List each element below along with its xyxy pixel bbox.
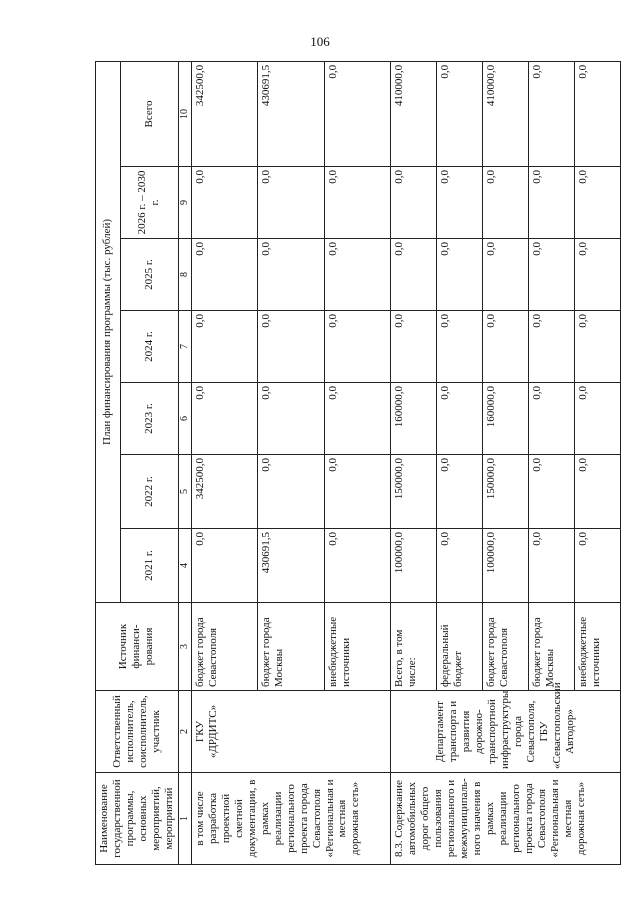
- total-cell: 0,0: [574, 61, 620, 166]
- value-cell: 150000,0: [483, 455, 529, 529]
- value-cell: 0,0: [483, 311, 529, 383]
- value-cell: 0,0: [483, 167, 529, 239]
- column-number: 8: [178, 239, 191, 311]
- value-cell: 100000,0: [391, 529, 437, 603]
- value-cell: 0,0: [324, 239, 391, 311]
- value-cell: 0,0: [437, 239, 483, 311]
- value-cell: 0,0: [529, 167, 575, 239]
- source-cell: внебюджетные источники: [324, 603, 391, 691]
- total-cell: 0,0: [324, 61, 391, 166]
- value-cell: 150000,0: [391, 455, 437, 529]
- value-cell: 0,0: [529, 311, 575, 383]
- header-total: Всего: [120, 61, 178, 166]
- value-cell: 0,0: [529, 239, 575, 311]
- value-cell: 0,0: [574, 383, 620, 455]
- column-number: 7: [178, 311, 191, 383]
- value-cell: 160000,0: [483, 383, 529, 455]
- value-cell: 0,0: [574, 239, 620, 311]
- header-year: 2026 г. – 2030 г.: [120, 167, 178, 239]
- total-cell: 430691,5: [258, 61, 325, 166]
- source-cell: бюджет города Севастополя: [191, 603, 258, 691]
- value-cell: 0,0: [391, 239, 437, 311]
- column-number: 5: [178, 455, 191, 529]
- value-cell: 0,0: [437, 455, 483, 529]
- value-cell: 0,0: [324, 529, 391, 603]
- total-cell: 342500,0: [191, 61, 258, 166]
- header-year: 2022 г.: [120, 455, 178, 529]
- value-cell: 0,0: [391, 167, 437, 239]
- value-cell: 0,0: [258, 239, 325, 311]
- header-year: 2025 г.: [120, 239, 178, 311]
- value-cell: 0,0: [258, 311, 325, 383]
- source-cell: бюджет города Севастополя: [483, 603, 529, 691]
- value-cell: 160000,0: [391, 383, 437, 455]
- source-cell: внебюджетные источники: [574, 603, 620, 691]
- source-cell: Всего, в том числе:: [391, 603, 437, 691]
- value-cell: 0,0: [437, 311, 483, 383]
- value-cell: 0,0: [191, 239, 258, 311]
- header-year: 2023 г.: [120, 383, 178, 455]
- source-cell: бюджет города Москвы: [529, 603, 575, 691]
- value-cell: 100000,0: [483, 529, 529, 603]
- value-cell: 0,0: [324, 383, 391, 455]
- value-cell: 0,0: [324, 455, 391, 529]
- value-cell: 0,0: [574, 311, 620, 383]
- executor-cell: ГКУ «ДРДИТС»: [191, 691, 391, 773]
- value-cell: 0,0: [529, 383, 575, 455]
- header-plan: План финансирования программы (тыс. рублей): [96, 61, 121, 602]
- value-cell: 0,0: [574, 455, 620, 529]
- total-cell: 0,0: [529, 61, 575, 166]
- column-number: 9: [178, 167, 191, 239]
- value-cell: 0,0: [483, 239, 529, 311]
- value-cell: 0,0: [529, 529, 575, 603]
- value-cell: 0,0: [191, 311, 258, 383]
- executor-cell: Департамент транспорта и развития дорожно-транспортной инфраструктуры города Севастополя, ГБУ «Севастопольский Автодор»: [391, 691, 620, 773]
- header-row-1: [96, 61, 121, 864]
- table-row: [191, 61, 258, 864]
- rotated-table-area: [95, 62, 614, 865]
- column-number: 1: [178, 773, 191, 865]
- measure-name: 8.3. Содержание автомобильных дорог общего пользования регионального и межмуниципаль-ного значения в рамках реализации регионального проекта города Севастополя «Региональная и местная дорожная сеть»: [391, 773, 620, 865]
- value-cell: 342500,0: [191, 455, 258, 529]
- value-cell: 0,0: [574, 167, 620, 239]
- value-cell: 0,0: [191, 167, 258, 239]
- total-cell: 410000,0: [483, 61, 529, 166]
- total-cell: 0,0: [437, 61, 483, 166]
- column-number: 10: [178, 61, 191, 166]
- financing-table: [95, 61, 621, 865]
- value-cell: 0,0: [258, 167, 325, 239]
- column-number: 2: [178, 691, 191, 773]
- value-cell: 0,0: [191, 529, 258, 603]
- header-name: Наименование государственной программы, основных мероприятий, мероприятий: [96, 773, 179, 865]
- value-cell: 0,0: [324, 311, 391, 383]
- table-row: [391, 61, 437, 864]
- value-cell: 0,0: [574, 529, 620, 603]
- column-number: 3: [178, 603, 191, 691]
- value-cell: 0,0: [191, 383, 258, 455]
- value-cell: 430691,5: [258, 529, 325, 603]
- value-cell: 0,0: [391, 311, 437, 383]
- value-cell: 0,0: [437, 167, 483, 239]
- value-cell: 0,0: [258, 455, 325, 529]
- total-cell: 410000,0: [391, 61, 437, 166]
- value-cell: 0,0: [258, 383, 325, 455]
- value-cell: 0,0: [324, 167, 391, 239]
- column-number: 4: [178, 529, 191, 603]
- page-number: 106: [310, 34, 330, 49]
- value-cell: 0,0: [437, 529, 483, 603]
- header-year: 2021 г.: [120, 529, 178, 603]
- column-number-row: [178, 61, 191, 864]
- source-cell: бюджет города Москвы: [258, 603, 325, 691]
- measure-name: в том числе разработка проектной сметной документации, в рамках реализации регионального проекта города Севастополя «Региональная и местная дорожная сеть»: [191, 773, 391, 865]
- value-cell: 0,0: [529, 455, 575, 529]
- header-source: Источник финанси-рования: [96, 603, 179, 691]
- header-year: 2024 г.: [120, 311, 178, 383]
- rotated-table-wrapper: [95, 62, 614, 865]
- source-cell: федеральный бюджет: [437, 603, 483, 691]
- column-number: 6: [178, 383, 191, 455]
- value-cell: 0,0: [437, 383, 483, 455]
- header-executor: Ответственный исполнитель, соисполнитель, участник: [96, 691, 179, 773]
